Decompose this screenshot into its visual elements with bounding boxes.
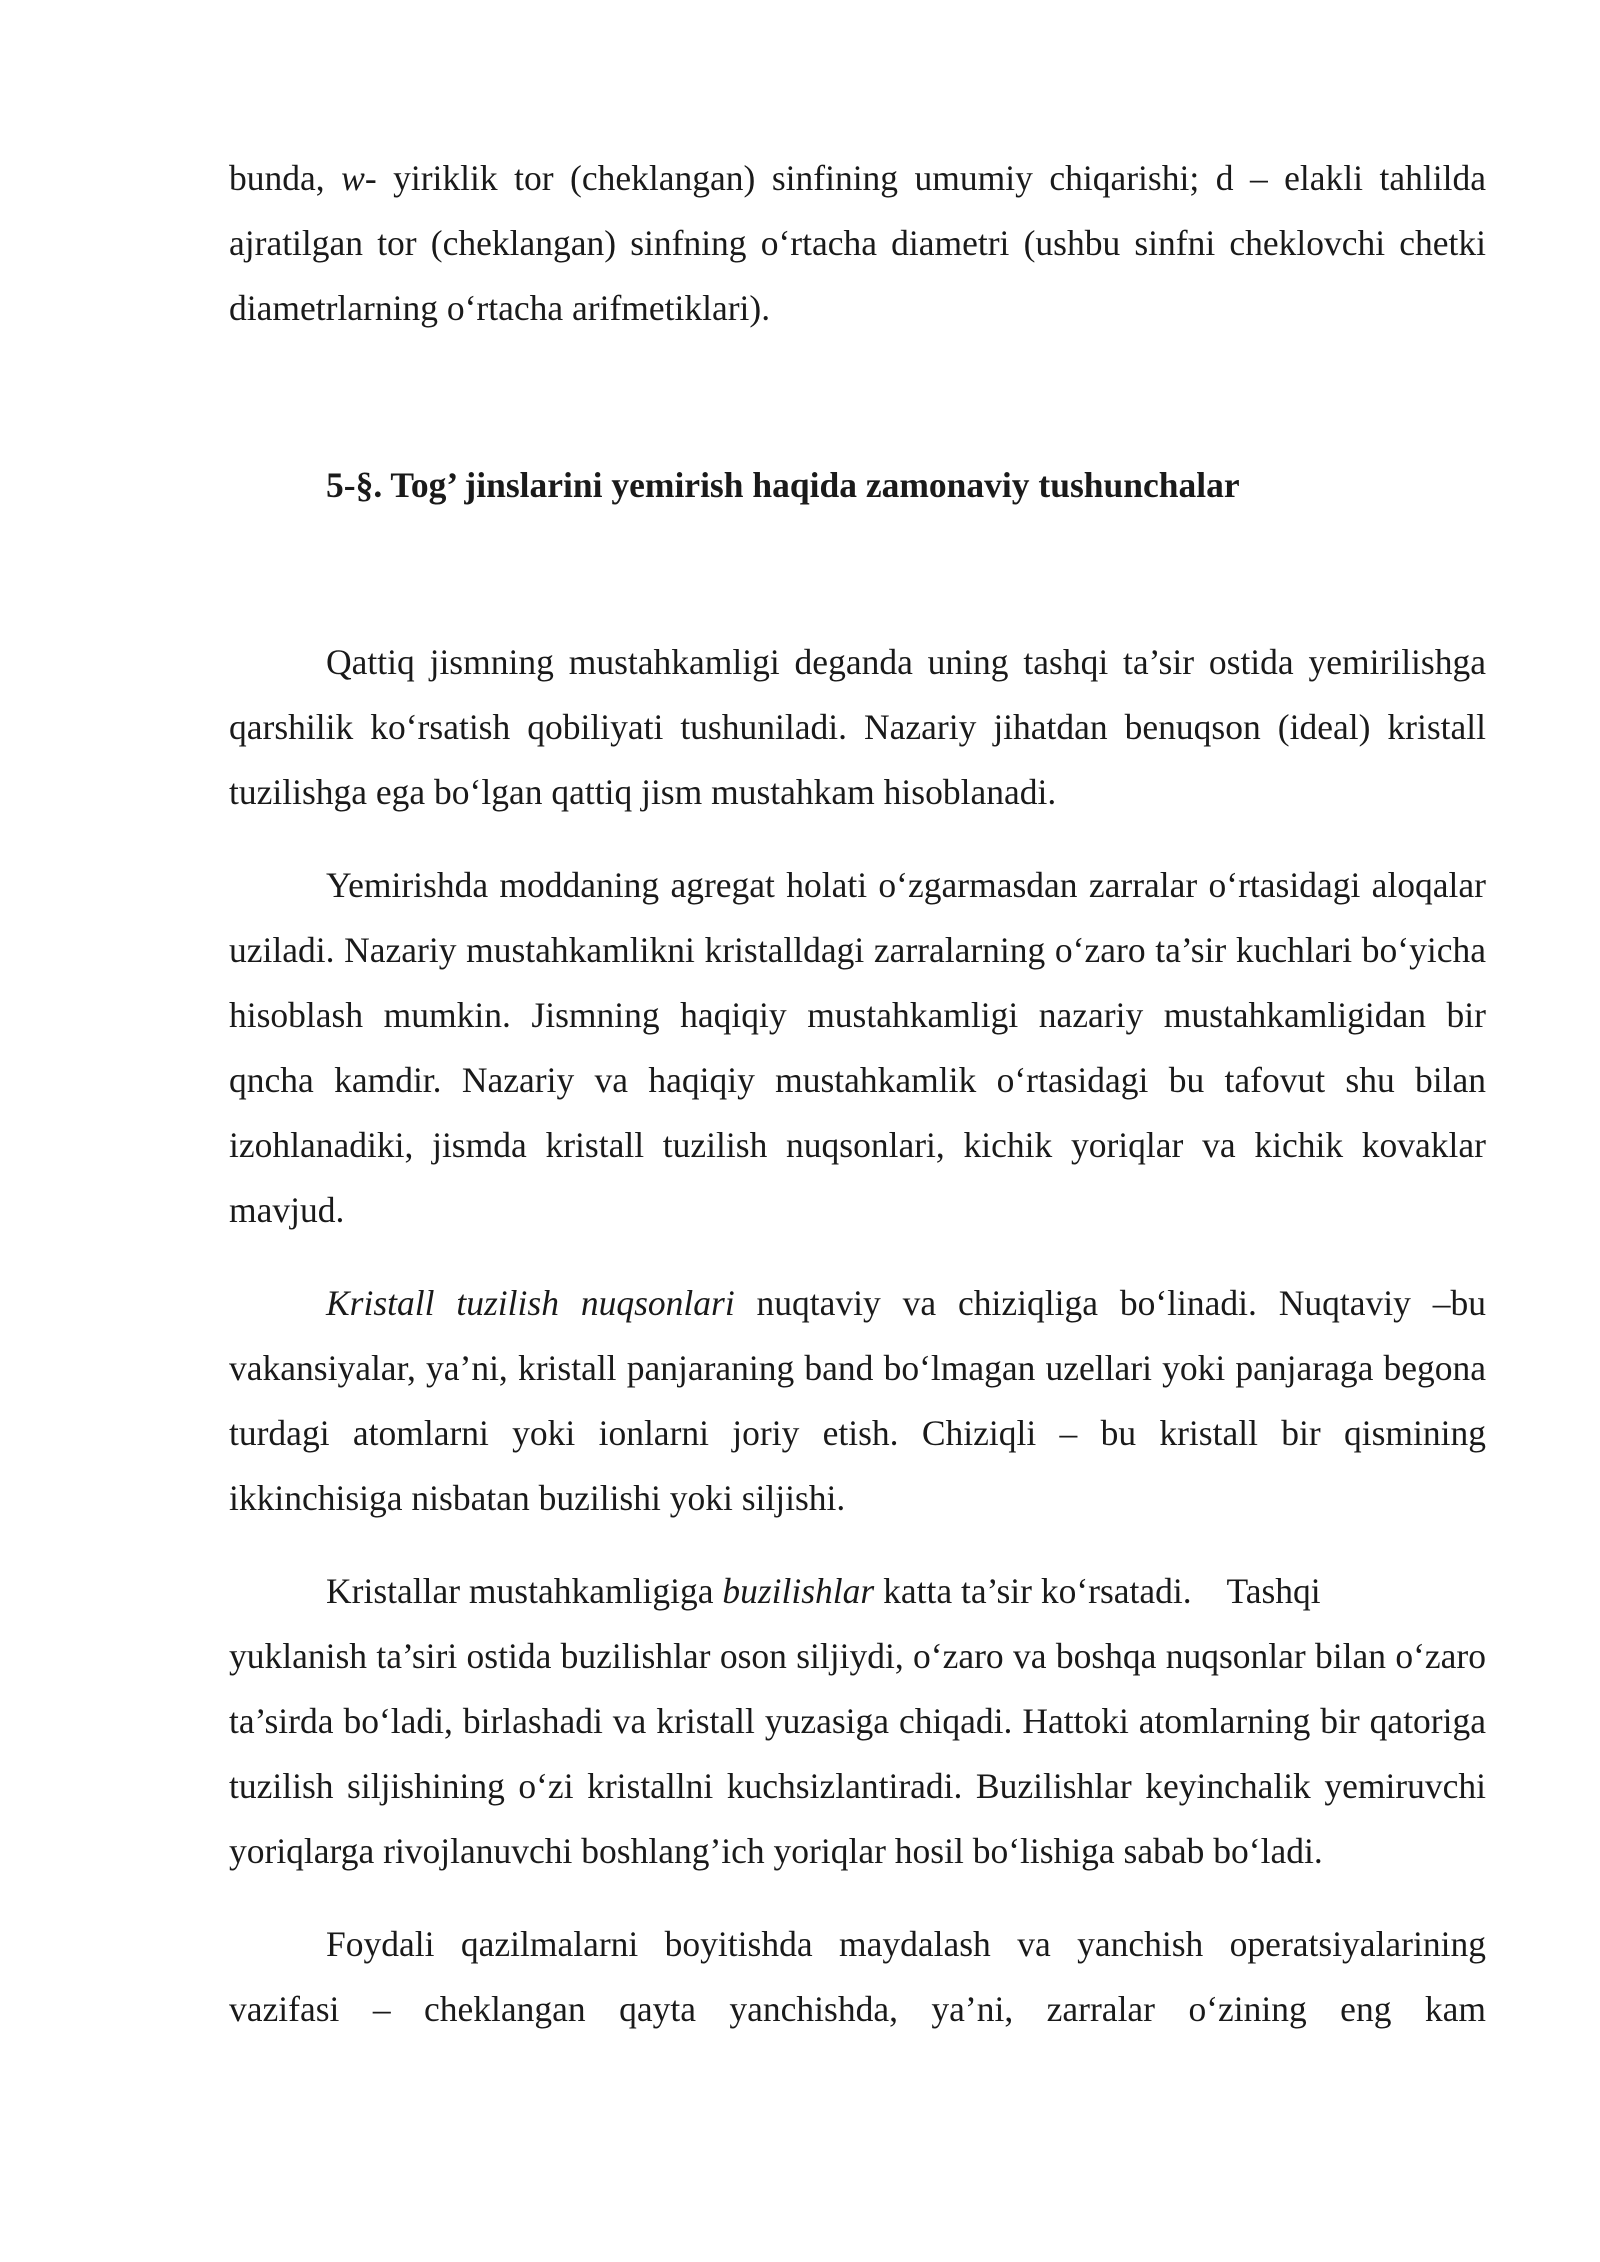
paragraph-dislocations-first-line — [229, 1559, 1486, 1624]
paragraph-crystal-defects — [229, 1271, 1486, 1531]
intro-text-a: bunda, — [229, 158, 342, 198]
intro-text-b: - yiriklik tor (cheklangan) sinfining umumiy chiqarishi; d – elakli tahlilda ajratilgan tor (cheklangan) sinfning o‘rtacha diametri (ushbu sinfni cheklovchi chetki diametrlarning o‘rtacha arifmetiklari). — [229, 158, 1486, 328]
term-dislocations: buzilishlar — [722, 1571, 875, 1611]
paragraph-strength-definition: Qattiq jismning mustahkamligi deganda uning tashqi ta’sir ostida yemirilishga qarshilik ko‘rsatish qobiliyati tushuniladi. Nazariy jihatdan benuqson (ideal) kristall tuzilishga ega bo‘lgan qattiq jism mustahkam hisoblanadi. — [229, 642, 1486, 812]
document-body — [229, 146, 1486, 2042]
paragraph-crystal-defects-text: nuqtaviy va chiziqliga bo‘linadi. Nuqtaviy –bu vakansiyalar, ya’ni, kristall panjaraning band bo‘lmagan uzellari yoki panjaraga begona turdagi atomlarni yoki ionlarni joriy etish. Chiziqli – bu kristall bir qismining ikkinchisiga nisbatan buzilishi yoki siljishi. — [229, 1283, 1487, 1518]
paragraph-dislocations-text-b: katta ta’sir ko‘rsatadi. Tashqi — [874, 1571, 1321, 1611]
intro-paragraph — [229, 146, 1486, 341]
section-heading: 5-§. Tog’ jinslarini yemirish haqida zamonaviy tushunchalar — [326, 465, 1240, 505]
paragraph-dislocations-text-a: Kristallar mustahkamligiga — [326, 1571, 723, 1611]
paragraph-destruction-bonds: Yemirishda moddaning agregat holati o‘zgarmasdan zarralar o‘rtasidagi aloqalar uziladi. Nazariy mustahkamlikni kristalldagi zarralarning o‘zaro ta’sir kuchlari bo‘yicha hisoblash mumkin. Jismning haqiqiy mustahkamligi nazariy mustahkamligidan bir qncha kamdir. Nazariy va haqiqiy mustahkamlik o‘rtasidagi bu tafovut shu bilan izohlanadiki, jismda kristall tuzilish nuqsonlari, kichik yoriqlar va kichik kovaklar mavjud. — [229, 865, 1486, 1230]
paragraph-dislocations-continuation: yuklanish ta’siri ostida buzilishlar oson siljiydi, o‘zaro va boshqa nuqsonlar bilan o‘zaro ta’sirda bo‘ladi, birlashadi va kristall yuzasiga chiqadi. Hattoki atomlarning bir qatoriga tuzilish siljishining o‘zi kristallni kuchsizlantiradi. Buzilishlar keyinchalik yemiruvchi yoriqlarga rivojlanuvchi boshlang’ich yoriqlar hosil bo‘lishiga sabab bo‘ladi. — [229, 1636, 1486, 1871]
paragraph-grinding-task: Foydali qazilmalarni boyitishda maydalash va yanchish operatsiyalarining vazifasi – cheklangan qayta yanchishda, ya’ni, zarralar o‘zining eng kam — [229, 1924, 1486, 2029]
term-crystal-defects: Kristall tuzilish nuqsonlari — [326, 1283, 735, 1323]
intro-variable-w: w — [341, 158, 365, 198]
